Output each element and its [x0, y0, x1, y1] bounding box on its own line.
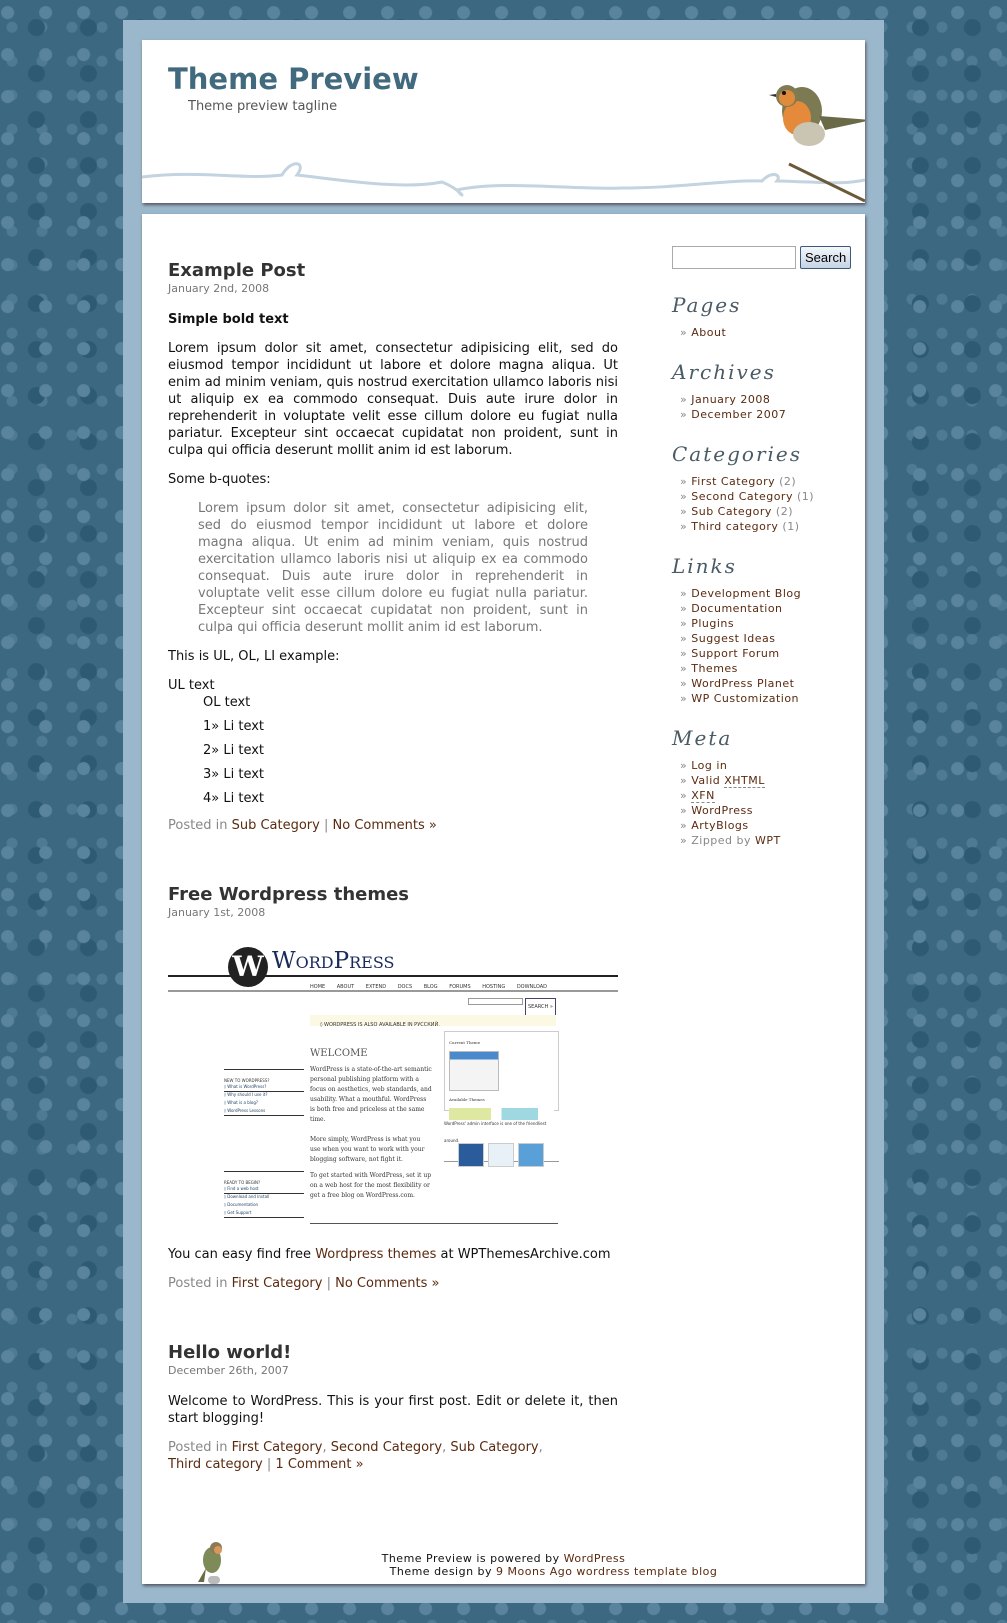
- post-date: December 26th, 2007: [168, 1364, 289, 1377]
- post-title[interactable]: Hello world!: [168, 1342, 292, 1363]
- posts-column: [168, 260, 618, 1523]
- bold-text: Simple bold text: [168, 312, 289, 327]
- category-count: (2): [779, 475, 797, 488]
- blogroll-link[interactable]: Suggest Ideas: [691, 632, 776, 645]
- blogroll-link[interactable]: WP Customization: [691, 692, 800, 705]
- wpt-link[interactable]: WPT: [755, 834, 781, 847]
- posted-in-label: Posted in: [168, 1440, 228, 1455]
- category-link[interactable]: Sub Category: [231, 818, 320, 833]
- posted-in-label: Posted in: [168, 818, 228, 833]
- header: [142, 40, 865, 203]
- blockquote: Lorem ipsum dolor sit amet, consectetur adipisicing elit, sed do eiusmod tempor incididunt ut labore et dolore magna aliqua. Ut enim ad minim veniam, quis nostrud exercitation ullamco laboris nisi ut aliquip ex ea commodo consequat. Duis aute irure dolor in reprehenderit in voluptate velit esse cillum dolore eu fugiat nulla pariatur. Excepteur sint occaecat cupidatat non proident, sunt in culpa qui officia deserunt mollit anim id est laborum.: [198, 501, 588, 635]
- list-label: This is UL, OL, LI example:: [168, 649, 340, 664]
- sidebar: [672, 246, 857, 848]
- bquote-label: Some b-quotes:: [168, 472, 271, 487]
- widget-title-categories: Categories: [672, 442, 802, 466]
- wordpress-logo-icon: W: [228, 947, 268, 987]
- content-panel: [142, 214, 865, 1584]
- widget-title-meta: Meta: [672, 726, 733, 750]
- search-form: [672, 246, 857, 269]
- footer: Theme Preview is powered by WordPress Theme design by 9 Moons Ago wordress template blog: [381, 1552, 718, 1578]
- blogroll-link[interactable]: WordPress Planet: [691, 677, 795, 690]
- category-link[interactable]: Sub Category: [450, 1440, 539, 1455]
- site-title[interactable]: Theme Preview: [168, 62, 419, 96]
- post: [168, 260, 618, 834]
- separator: |: [323, 818, 329, 833]
- widget-title-archives: Archives: [672, 360, 776, 384]
- comments-link[interactable]: 1 Comment »: [275, 1457, 364, 1472]
- blogroll-link[interactable]: Support Forum: [691, 647, 780, 660]
- list-item: 1» Li text: [203, 719, 265, 734]
- page-link-about[interactable]: About: [691, 326, 727, 339]
- category-count: (1): [782, 520, 800, 533]
- list-item: 4» Li text: [203, 791, 265, 806]
- valid-xhtml-link[interactable]: Valid XHTML: [691, 774, 765, 787]
- post-date: January 1st, 2008: [168, 906, 266, 919]
- category-link[interactable]: First Category: [231, 1276, 323, 1291]
- login-link[interactable]: Log in: [691, 759, 728, 772]
- post-paragraph: Welcome to WordPress. This is your first post. Edit or delete it, then start blogging!: [168, 1394, 618, 1426]
- category-link[interactable]: Third category: [168, 1457, 263, 1472]
- zipped-by-label: Zipped by: [691, 834, 752, 847]
- post-meta: [168, 1275, 618, 1292]
- ul-text: UL text: [168, 678, 215, 693]
- post-meta: Posted in First Category, Second Category, Sub Category, Third category | 1 Comment »: [168, 1440, 543, 1472]
- separator: |: [266, 1457, 272, 1472]
- logo-text: WordPress: [272, 948, 395, 974]
- category-link[interactable]: Second Category: [691, 490, 793, 503]
- comments-link[interactable]: No Comments »: [332, 818, 437, 833]
- category-count: (2): [775, 505, 794, 518]
- category-link[interactable]: Third category: [691, 520, 779, 533]
- list-item: 3» Li text: [203, 767, 265, 782]
- blogroll-link[interactable]: Documentation: [691, 602, 783, 615]
- archive-link[interactable]: December 2007: [691, 408, 787, 421]
- shot-nav: HOME ABOUT EXTEND DOCS BLOG FORUMS HOSTING DOWNLOAD: [310, 984, 548, 990]
- comments-link[interactable]: No Comments »: [335, 1276, 440, 1291]
- footer-wordpress-link[interactable]: WordPress: [563, 1552, 626, 1565]
- wordpress-link[interactable]: WordPress: [691, 804, 753, 817]
- post-meta: [168, 817, 618, 834]
- wordpress-themes-link[interactable]: Wordpress themes: [315, 1247, 437, 1262]
- list-item: 2» Li text: [203, 743, 265, 758]
- ordered-list: [203, 694, 618, 807]
- post-date: January 2nd, 2008: [168, 282, 270, 295]
- category-link[interactable]: First Category: [691, 475, 776, 488]
- footer-designer-link[interactable]: 9 Moons Ago wordress template blog: [496, 1565, 718, 1578]
- artyblogs-link[interactable]: ArtyBlogs: [691, 819, 749, 832]
- xfn-link[interactable]: XFN: [691, 789, 715, 802]
- post: [168, 1342, 618, 1473]
- search-button[interactable]: Search: [800, 246, 851, 269]
- blogroll-link[interactable]: Plugins: [691, 617, 735, 630]
- wordpress-screenshot-image: W WordPress HOME ABOUT EXTEND DOCS BLOG FORUMS HOSTING DOWNLOAD SEARCH » ◊ WORDPRESS IS ALSO AVAILABLE IN РУССКИЙ. WELCOME WordPress is a state-of-the-art semantic personal publishing platform with a focus on aesthetics, web standards, and usability. What a mouthful. WordPress is both free and priceless at the same time. More simply, WordPress is what you use when you want to work with your blogging software, not fight it. To get started with WordPress, set it up on a web host for the most flexibility or get a free blog on WordPress.com. NEW TO WORDPRESS? ◊ What is WordPress? ◊ Why should I use it? ◊ What is a blog? ◊ WordPress Lessons READY TO BEGIN? ◊ Find a web host ◊ Download and Install ◊ Documentation ◊ Get Support Current Theme Available Themes WordPress' admin interface is one of the friendliest around.: [168, 935, 618, 1230]
- separator: |: [326, 1276, 331, 1291]
- posted-in-label: Posted in: [168, 1276, 228, 1291]
- blogroll-link[interactable]: Development Blog: [691, 587, 802, 600]
- post-paragraph: You can easy find free Wordpress themes at WPThemesArchive.com: [168, 1247, 611, 1262]
- post: [168, 884, 618, 1292]
- ol-text: OL text: [203, 695, 251, 710]
- blogroll-link[interactable]: Themes: [691, 662, 738, 675]
- shot-theme-box: Current Theme Available Themes: [444, 1031, 559, 1111]
- archive-link[interactable]: January 2008: [691, 393, 771, 406]
- widget-title-links: Links: [672, 554, 737, 578]
- robin-bird-image: [747, 76, 865, 203]
- post-title[interactable]: Example Post: [168, 260, 306, 281]
- category-count: (1): [796, 490, 815, 503]
- category-link[interactable]: First Category: [231, 1440, 323, 1455]
- search-input[interactable]: [672, 246, 796, 269]
- widget-title-pages: Pages: [672, 293, 742, 317]
- category-link[interactable]: Second Category: [330, 1440, 443, 1455]
- post-paragraph: Lorem ipsum dolor sit amet, consectetur adipisicing elit, sed do eiusmod tempor incididunt ut labore et dolore magna aliqua. Ut enim ad minim veniam, quis nostrud exercitation ullamco laboris nisi ut aliquip ex ea commodo consequat. Duis aute irure dolor in reprehenderit in voluptate velit esse cillum dolore eu fugiat nulla pariatur. Excepteur sint occaecat cupidatat non proident, sunt in culpa qui officia deserunt mollit anim id est laborum.: [168, 341, 618, 458]
- post-title[interactable]: Free Wordpress themes: [168, 884, 410, 905]
- site-tagline: Theme preview tagline: [188, 99, 338, 114]
- category-link[interactable]: Sub Category: [691, 505, 772, 518]
